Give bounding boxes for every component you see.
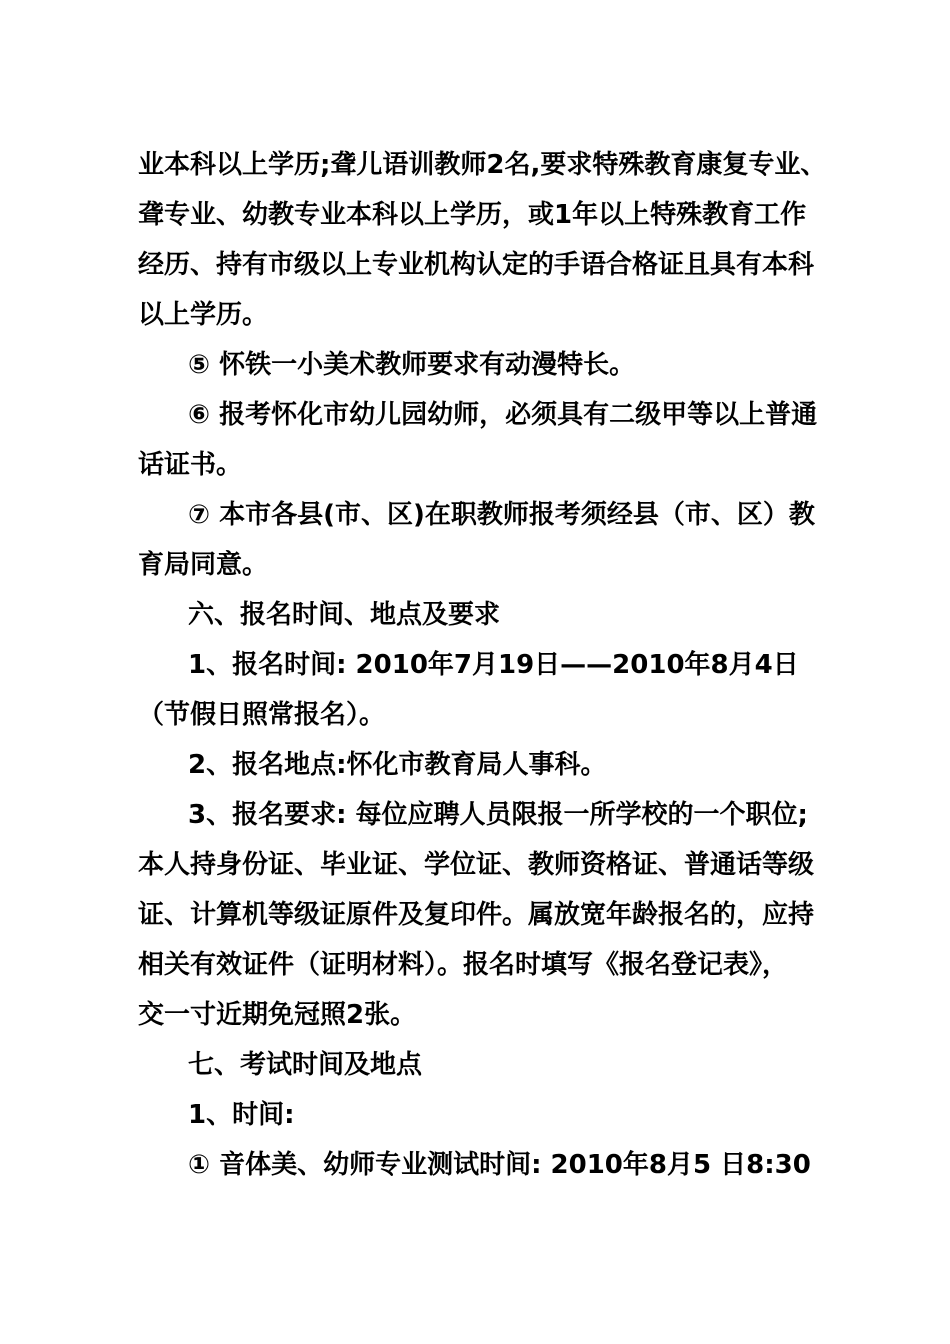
section-heading: 七、考试时间及地点 bbox=[188, 1050, 423, 1080]
section-heading: 六、报名时间、地点及要求 bbox=[188, 600, 501, 630]
text-line: 业本科以上学历;聋儿语训教师2名,要求特殊教育康复专业、 bbox=[138, 150, 827, 180]
text-line: ① 音体美、幼师专业测试时间: 2010年8月5 日8:30 bbox=[188, 1150, 811, 1180]
text-line: 话证书。 bbox=[138, 450, 243, 480]
text-line: 2、报名地点:怀化市教育局人事科。 bbox=[188, 750, 607, 780]
text-line: 1、时间: bbox=[188, 1100, 295, 1130]
text-line: （节假日照常报名）。 bbox=[138, 700, 386, 730]
text-line: 相关有效证件（证明材料）。报名时填写《报名登记表》， bbox=[138, 950, 789, 980]
text-line: 以上学历。 bbox=[138, 300, 269, 330]
text-line: 交一寸近期免冠照2张。 bbox=[138, 1000, 417, 1030]
text-line: ⑤ 怀铁一小美术教师要求有动漫特长。 bbox=[188, 350, 636, 380]
text-line: 经历、持有市级以上专业机构认定的手语合格证且具有本科 bbox=[138, 250, 815, 280]
text-line: ⑦ 本市各县(市、区)在职教师报考须经县（市、区）教 bbox=[188, 500, 815, 530]
text-line: 本人持身份证、毕业证、学位证、教师资格证、普通话等级 bbox=[138, 850, 815, 880]
text-line: 3、报名要求: 每位应聘人员限报一所学校的一个职位; bbox=[188, 800, 808, 830]
text-line: 1、报名时间: 2010年7月19日——2010年8月4日 bbox=[188, 650, 799, 680]
text-line: 育局同意。 bbox=[138, 550, 269, 580]
text-line: 聋专业、幼教专业本科以上学历，或1年以上特殊教育工作 bbox=[138, 200, 807, 230]
text-line: ⑥ 报考怀化市幼儿园幼师，必须具有二级甲等以上普通 bbox=[188, 400, 818, 430]
text-line: 证、计算机等级证原件及复印件。属放宽年龄报名的，应持 bbox=[138, 900, 815, 930]
